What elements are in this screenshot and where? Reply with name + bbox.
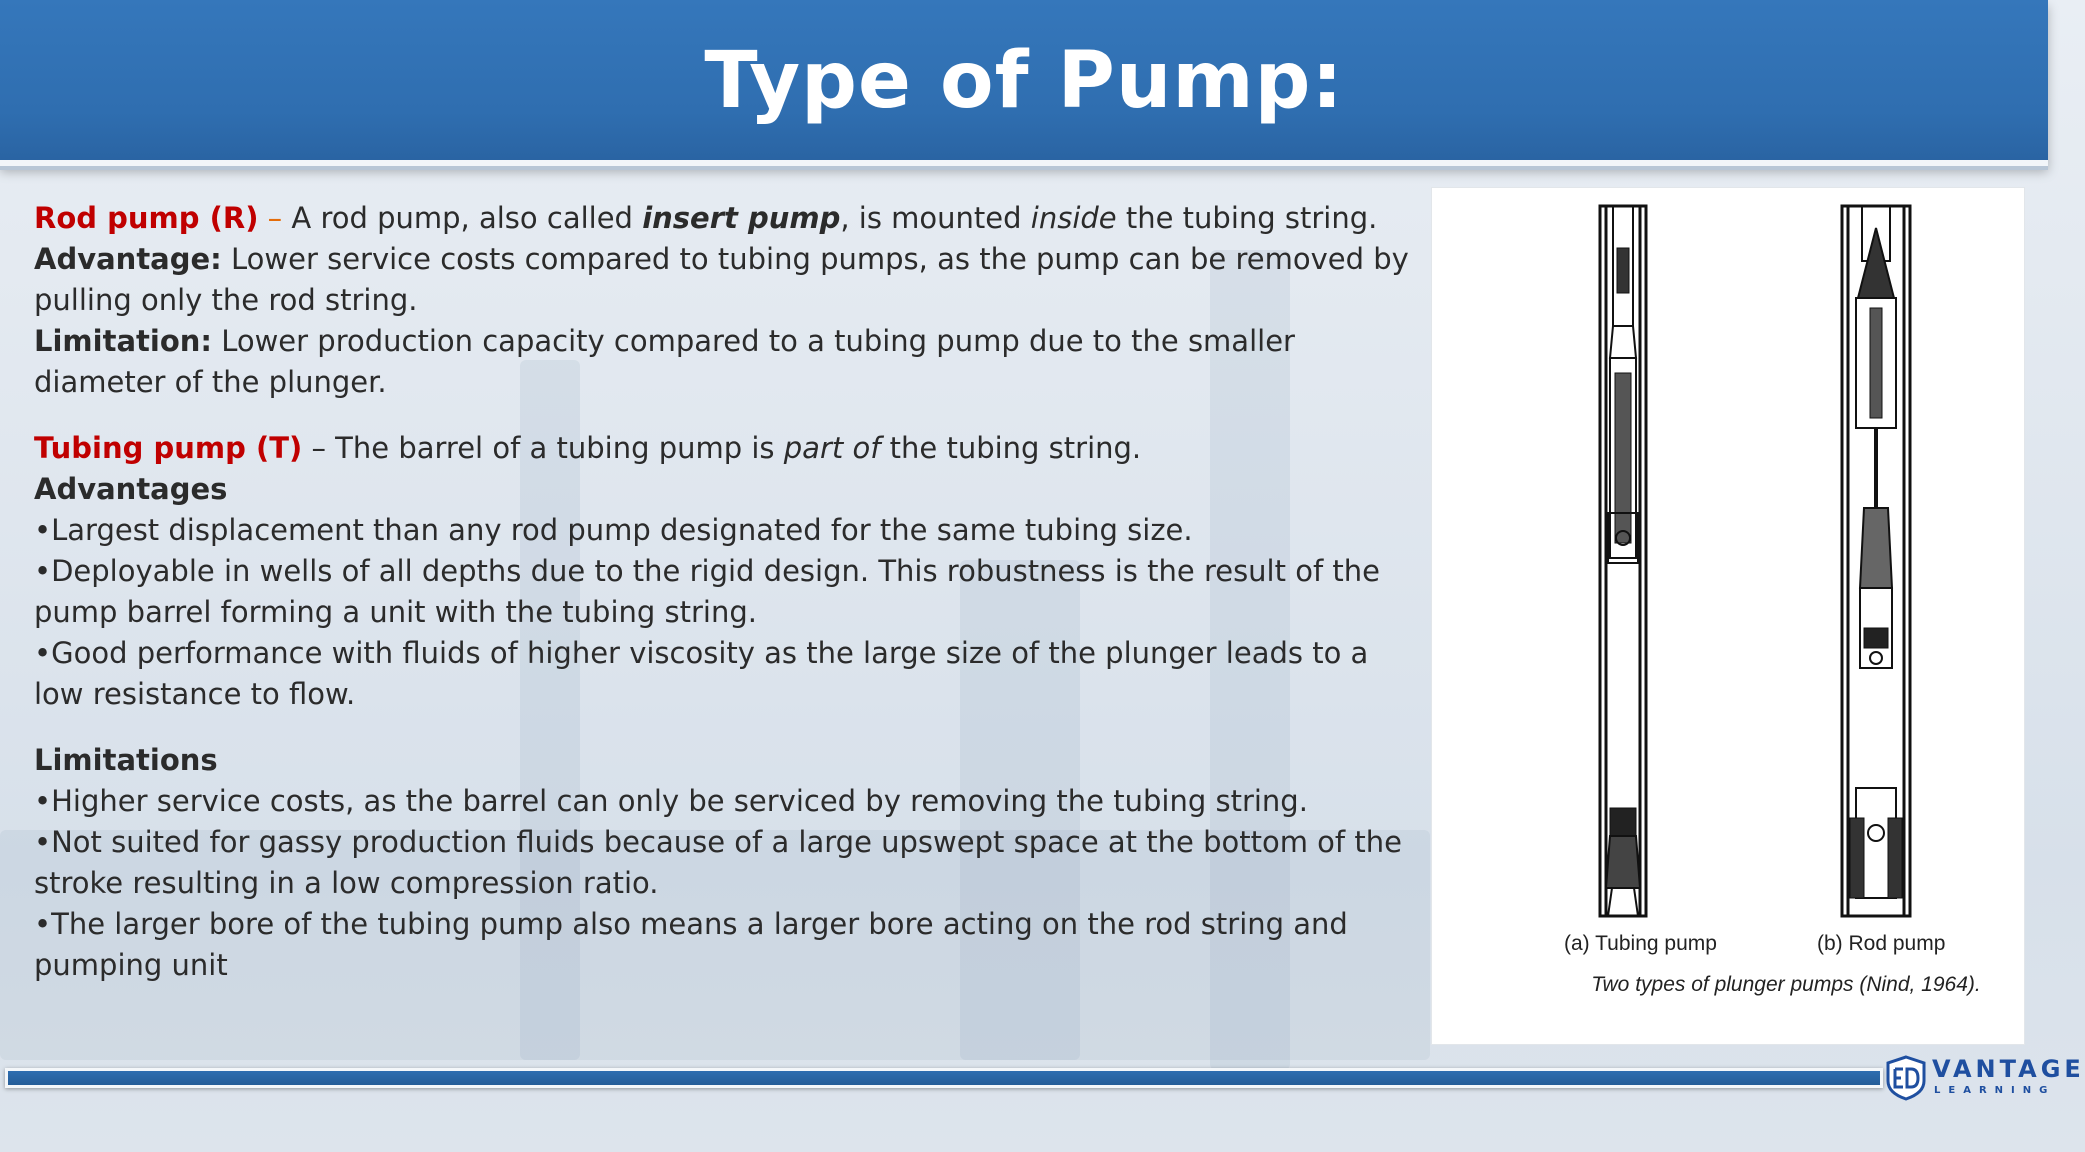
ed-shield-icon xyxy=(1884,1055,1928,1101)
tubing-pump-label: (a) Tubing pump xyxy=(1564,932,1717,955)
limitation-item: •Not suited for gassy production fluids because of a large upswept space at the bottom of the stroke resulting in a low compression ratio. xyxy=(34,825,1402,900)
plunger-pumps-illustration xyxy=(1432,188,2024,928)
limitation-item: •The larger bore of the tubing pump also means a larger bore acting on the rod string and pumping unit xyxy=(34,907,1348,982)
rod-pump-desc: A rod pump, also called xyxy=(282,201,643,235)
rod-pump-code: (R) xyxy=(209,201,259,235)
rod-pump-name: Rod pump xyxy=(34,201,200,235)
tubing-pump-desc: the tubing string. xyxy=(880,431,1142,465)
pump-diagram-figure xyxy=(1431,187,2025,1045)
figure-caption: Two types of plunger pumps (Nind, 1964). xyxy=(1591,973,1981,996)
rod-pump-drawing xyxy=(1842,206,1910,916)
tubing-pump-name: Tubing pump xyxy=(34,431,246,465)
logo-wordmark: VANTAGE xyxy=(1932,1055,2085,1083)
rod-pump-limitation xyxy=(34,321,1414,403)
rod-pump-desc: the tubing string. xyxy=(1116,201,1378,235)
tubing-pump-desc-italic: part of xyxy=(783,431,881,465)
rod-pump-advantage xyxy=(34,239,1414,321)
limitation-text: Lower production capacity compared to a tubing pump due to the smaller diameter of the plunger. xyxy=(34,324,1295,399)
rod-pump-intro xyxy=(34,198,1414,239)
footer-bar xyxy=(5,1068,1883,1088)
rod-pump-desc: , is mounted xyxy=(840,201,1031,235)
page-title: Type of Pump: xyxy=(704,36,1344,126)
vantage-logo xyxy=(1884,1053,2085,1103)
rod-pump-label: (b) Rod pump xyxy=(1817,932,1946,955)
advantage-item: •Deployable in wells of all depths due to the rigid design. This robustness is the result of the pump barrel forming a unit with the tubing string. xyxy=(34,554,1380,629)
tubing-pump-desc: – The barrel of a tubing pump is xyxy=(302,431,784,465)
tubing-pump-drawing xyxy=(1600,206,1646,916)
advantage-label: Advantage: xyxy=(34,242,222,276)
limitation-label: Limitation: xyxy=(34,324,212,358)
limitation-item: •Higher service costs, as the barrel can only be serviced by removing the tubing string. xyxy=(34,784,1308,818)
tubing-pump-code: (T) xyxy=(255,431,303,465)
rod-pump-dash: – xyxy=(267,201,283,235)
logo-subtitle: LEARNING xyxy=(1934,1085,2056,1096)
advantages-heading: Advantages xyxy=(34,472,228,506)
rod-pump-desc-emphasis: insert pump xyxy=(642,201,841,235)
rod-pump-desc-italic: inside xyxy=(1030,201,1117,235)
limitations-heading: Limitations xyxy=(34,743,218,777)
content-text xyxy=(34,198,1414,986)
advantage-item: •Good performance with fluids of higher viscosity as the large size of the plunger leads to a low resistance to flow. xyxy=(34,636,1369,711)
advantage-text: Lower service costs compared to tubing pumps, as the pump can be removed by pulling only the rod string. xyxy=(34,242,1409,317)
header-bar xyxy=(0,0,2048,166)
tubing-pump-intro xyxy=(34,428,1414,469)
advantage-item: •Largest displacement than any rod pump designated for the same tubing size. xyxy=(34,513,1193,547)
